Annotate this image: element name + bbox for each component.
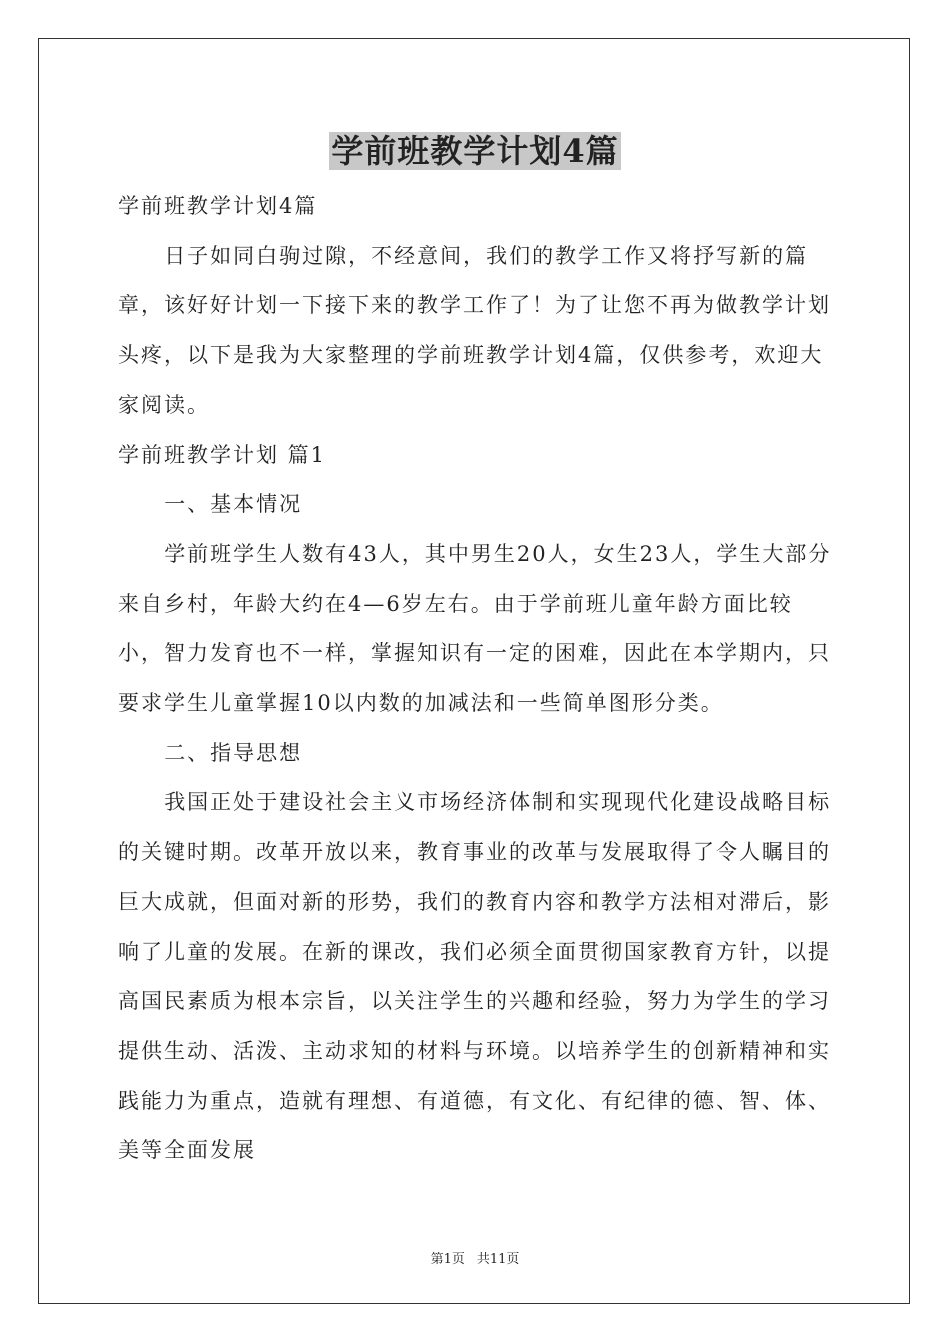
page-number: 第1页	[430, 1252, 465, 1267]
document-title: 学前班教学计划4篇	[331, 132, 619, 170]
document-body	[118, 130, 832, 1176]
section-heading-plan-1: 学前班教学计划 篇1	[118, 442, 327, 467]
paragraph-guiding-ideology: 我国正处于建设社会主义市场经济体制和实现现代化建设战略目标的关键时期。改革开放以来，教育事业的改革与发展取得了令人瞩目的巨大成就，但面对新的形势，我们的教育内容和教学方法相对滞后，影响了儿童的发展。在新的课改，我们必须全面贯彻国家教育方针，以提高国民素质为根本宗旨，以关注学生的兴趣和经验，努力为学生的学习提供生动、活泼、主动求知的材料与环境。以培养学生的创新精神和实践能力为重点，造就有理想、有道德，有文化、有纪律的德、智、体、美等全面发展	[118, 790, 832, 1163]
heading-basic-situation: 一、基本情况	[164, 492, 303, 517]
heading-guiding-ideology: 二、指导思想	[164, 740, 303, 765]
document-subtitle: 学前班教学计划4篇	[118, 194, 318, 218]
paragraph-basic-situation: 学前班学生人数有43人，其中男生20人，女生23人，学生大部分来自乡村，年龄大约在4—6岁左右。由于学前班儿童年龄方面比较小，智力发育也不一样，掌握知识有一定的困难，因此在本学期内，只要求学生儿童掌握10以内数的加减法和一些简单图形分类。	[118, 541, 832, 716]
page-total: 共11页	[476, 1252, 520, 1267]
intro-paragraph: 日子如同白驹过隙，不经意间，我们的教学工作又将抒写新的篇章，该好好计划一下接下来的教学工作了！为了让您不再为做教学计划头疼，以下是我为大家整理的学前班教学计划4篇，仅供参考，欢迎大家阅读。	[118, 243, 831, 417]
page-footer	[0, 1248, 950, 1267]
